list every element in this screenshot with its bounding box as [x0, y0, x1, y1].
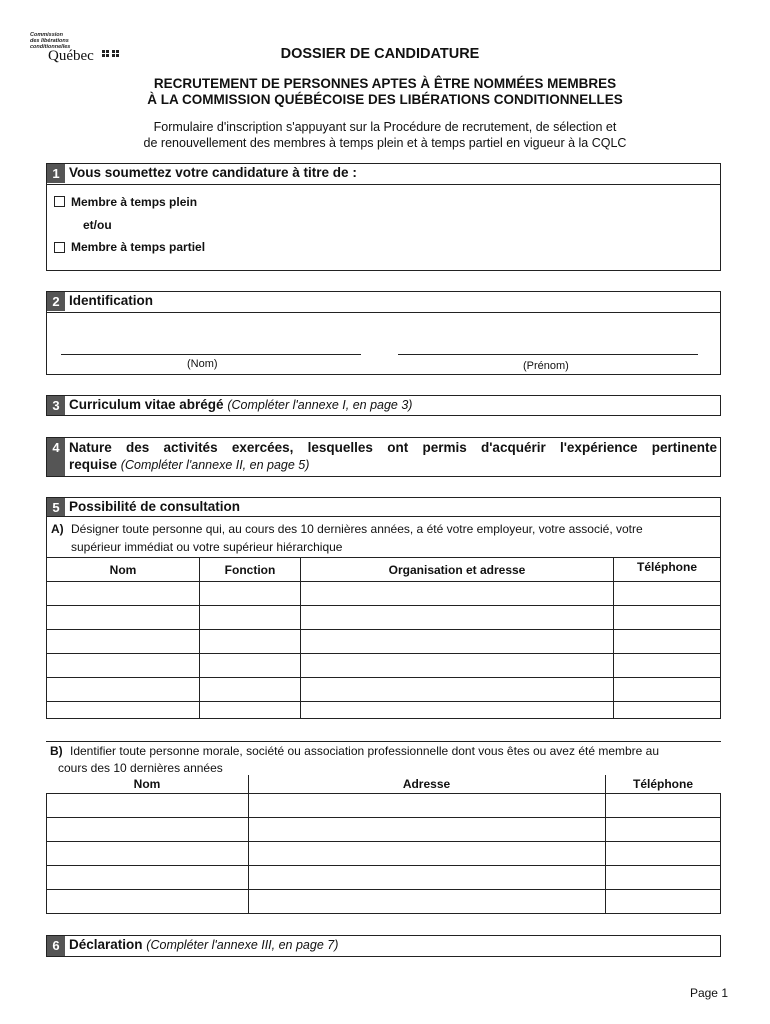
cell[interactable]	[605, 841, 721, 865]
part-b-line2: cours des 10 dernières années	[58, 761, 223, 775]
first-name-field[interactable]	[398, 354, 698, 355]
cell[interactable]	[200, 702, 301, 719]
col-header-telephone: Téléphone	[605, 775, 721, 793]
cell[interactable]	[47, 865, 249, 889]
section-number: 6	[47, 936, 65, 956]
table-b	[46, 775, 721, 914]
logo-org-line2: des libérations	[30, 38, 69, 44]
section-heading-text: requise	[69, 457, 118, 472]
cell[interactable]	[605, 793, 721, 817]
last-name-label: (Nom)	[187, 358, 218, 370]
table-row	[47, 841, 721, 865]
col-header-telephone: Téléphone	[614, 558, 721, 582]
cell[interactable]	[614, 630, 721, 654]
cell[interactable]	[47, 817, 249, 841]
col-header-nom: Nom	[47, 775, 249, 793]
cell[interactable]	[200, 582, 301, 606]
cell[interactable]	[605, 865, 721, 889]
cell[interactable]	[301, 630, 614, 654]
cell[interactable]	[248, 841, 605, 865]
intro-line1: Formulaire d'inscription s'appuyant sur la Procédure de recrutement, de sélection et	[153, 120, 617, 134]
section-number: 1	[47, 164, 65, 183]
last-name-field[interactable]	[61, 354, 361, 355]
cell[interactable]	[301, 654, 614, 678]
section-5b-intro	[46, 741, 721, 777]
table-header-row	[47, 558, 721, 582]
cell[interactable]	[248, 793, 605, 817]
col-header-nom: Nom	[47, 558, 200, 582]
section-heading: Vous soumettez votre candidature à titre de :	[69, 165, 357, 180]
part-b-letter: B)	[50, 744, 63, 758]
logo-wordmark: Québec	[48, 48, 94, 64]
section-heading	[69, 397, 412, 412]
section-heading-text: Déclaration	[69, 937, 143, 952]
cell[interactable]	[301, 606, 614, 630]
section-5a-intro	[46, 516, 721, 558]
section-heading-line1: Nature des activités exercées, lesquelles ont permis d'acquérir l'expérience pertinente	[69, 440, 717, 455]
section-5	[46, 497, 721, 517]
section-heading-line2	[69, 457, 309, 472]
part-a-line2: supérieur immédiat ou votre supérieur hiérarchique	[71, 540, 343, 554]
intro-line2: de renouvellement des membres à temps plein et à temps partiel en vigueur à la CQLC	[143, 136, 627, 150]
part-time-label: Membre à temps partiel	[71, 240, 206, 254]
section-note: (Compléter l'annexe II, en page 5)	[120, 458, 310, 472]
subtitle-line2: À LA COMMISSION QUÉBÉCOISE DES LIBÉRATIONS CONDITIONNELLES	[147, 92, 623, 107]
table-header-row	[47, 775, 721, 793]
cell[interactable]	[248, 889, 605, 913]
divider	[47, 312, 720, 313]
section-note: (Compléter l'annexe III, en page 7)	[146, 938, 339, 952]
cell[interactable]	[47, 841, 249, 865]
part-a-letter: A)	[51, 522, 64, 536]
cell[interactable]	[200, 654, 301, 678]
section-note: (Compléter l'annexe I, en page 3)	[227, 398, 413, 412]
cell[interactable]	[248, 865, 605, 889]
cell[interactable]	[47, 793, 249, 817]
first-name-label: (Prénom)	[523, 360, 569, 372]
section-4	[46, 437, 721, 477]
table-row	[47, 865, 721, 889]
table-row	[47, 793, 721, 817]
cell[interactable]	[248, 817, 605, 841]
full-time-label: Membre à temps plein	[71, 195, 198, 209]
cell[interactable]	[47, 678, 200, 702]
section-number: 5	[47, 498, 65, 517]
table-row	[47, 654, 721, 678]
cell[interactable]	[301, 582, 614, 606]
part-a-line1: Désigner toute personne qui, au cours des 10 dernières années, a été votre employeur, votre associé, votre	[71, 522, 643, 536]
table-row	[47, 817, 721, 841]
cell[interactable]	[47, 606, 200, 630]
section-1	[46, 163, 721, 271]
divider	[47, 184, 720, 185]
cell[interactable]	[614, 678, 721, 702]
section-number: 3	[47, 396, 65, 415]
cell[interactable]	[605, 817, 721, 841]
table-row	[47, 606, 721, 630]
intro-text	[0, 119, 770, 151]
section-number: 2	[47, 292, 65, 311]
section-heading: Possibilité de consultation	[69, 499, 241, 514]
cell[interactable]	[200, 606, 301, 630]
part-b-line1: Identifier toute personne morale, société ou association professionnelle dont vous êtes ou avez été membre au	[70, 744, 660, 758]
cell[interactable]	[47, 889, 249, 913]
col-header-adresse: Adresse	[248, 775, 605, 793]
cell[interactable]	[614, 654, 721, 678]
cell[interactable]	[47, 630, 200, 654]
table-row	[47, 889, 721, 913]
section-3	[46, 395, 721, 416]
cell[interactable]	[47, 654, 200, 678]
section-heading	[69, 937, 338, 952]
table-row	[47, 678, 721, 702]
section-number: 4	[47, 438, 65, 476]
logo-org-line1: Commission	[30, 32, 64, 38]
cell[interactable]	[614, 702, 721, 719]
table-row	[47, 702, 721, 719]
and-or-label: et/ou	[83, 218, 112, 232]
table-row	[47, 630, 721, 654]
col-header-fonction: Fonction	[200, 558, 301, 582]
table-row	[47, 582, 721, 606]
part-time-checkbox[interactable]	[54, 242, 65, 253]
cell[interactable]	[614, 606, 721, 630]
section-2	[46, 291, 721, 375]
cell[interactable]	[605, 889, 721, 913]
page-title: DOSSIER DE CANDIDATURE	[280, 46, 480, 62]
cell[interactable]	[301, 702, 614, 719]
section-heading-text: Curriculum vitae abrégé	[69, 397, 224, 412]
subtitle	[0, 76, 770, 108]
cell[interactable]	[200, 630, 301, 654]
section-heading: Identification	[69, 293, 153, 308]
cell[interactable]	[200, 678, 301, 702]
cell[interactable]	[301, 678, 614, 702]
table-a	[46, 557, 721, 719]
cell[interactable]	[47, 702, 200, 719]
logo-org-line3: conditionnelles	[30, 44, 71, 50]
page-number: Page 1	[689, 986, 728, 1000]
cell[interactable]	[614, 582, 721, 606]
cell[interactable]	[47, 582, 200, 606]
subtitle-line1: RECRUTEMENT DE PERSONNES APTES À ÊTRE NOMMÉES MEMBRES	[153, 76, 617, 91]
col-header-organisation: Organisation et adresse	[301, 558, 614, 582]
full-time-checkbox[interactable]	[54, 196, 65, 207]
section-6	[46, 935, 721, 957]
